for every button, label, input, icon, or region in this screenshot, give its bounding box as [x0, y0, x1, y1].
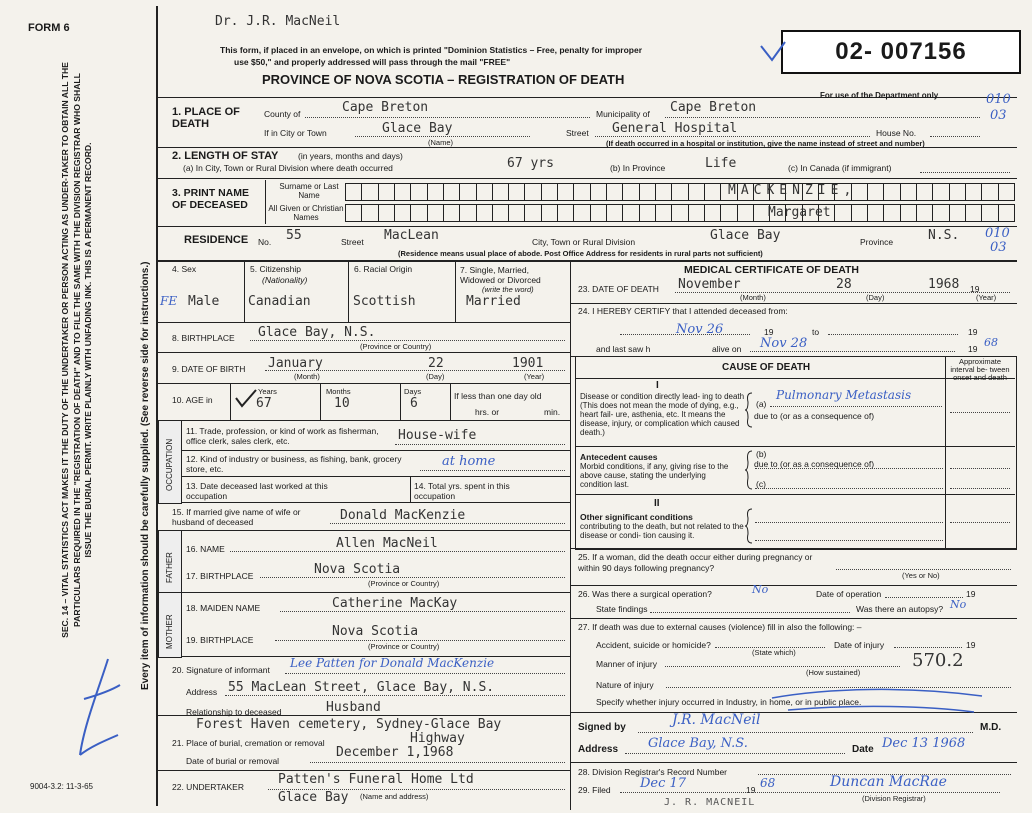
informant-signature: Lee Patten for Donald MacKenzie: [290, 656, 495, 670]
marital-sub: (write the word): [482, 285, 534, 294]
res-prov-label: Province: [860, 237, 894, 247]
last-saw-year: 19: [968, 344, 978, 354]
relationship-label: Relationship to deceased: [186, 707, 282, 717]
injury-date-label: Date of injury: [834, 640, 885, 650]
citizen-sub: (Nationality): [262, 275, 308, 285]
age-months-cap: Months: [326, 387, 351, 396]
given-value: Margaret: [768, 205, 831, 220]
informant-sig-label: 20. Signature of informant: [172, 665, 270, 675]
res-street-label: Street: [341, 237, 364, 247]
informant-address-label: Address: [186, 687, 218, 697]
filed-year-prefix: 19: [746, 785, 756, 795]
age-label: 10. AGE in: [172, 395, 213, 405]
certify-from: Nov 26: [676, 322, 724, 337]
undertaker-label: 22. UNDERTAKER: [172, 782, 244, 792]
certify-year-hand: 68: [984, 336, 998, 349]
dept-code-2: 03: [990, 108, 1007, 123]
medical-header: MEDICAL CERTIFICATE OF DEATH: [684, 264, 859, 276]
informant-address: 55 MacLean Street, Glace Bay, N.S.: [228, 680, 495, 695]
city-label: If in City or Town: [264, 128, 327, 138]
racial-label: 6. Racial Origin: [354, 264, 413, 274]
res-code-1: 010: [985, 226, 1010, 241]
age-months: 10: [334, 396, 350, 411]
undertaker-city: Glace Bay: [278, 790, 349, 805]
registration-number: 02- 007156: [781, 30, 1021, 74]
res-no-label: No.: [258, 237, 272, 247]
res-prov-value: N.S.: [928, 228, 960, 243]
margin-note: Every item of information should be carefully supplied. (See reverse side for instructions.): [140, 261, 151, 690]
cause-c-label: (c): [756, 479, 766, 489]
mother-side-label: MOTHER: [158, 592, 182, 658]
res-city-label: City, Town or Rural Division: [532, 237, 636, 247]
city-value: Glace Bay: [382, 121, 453, 136]
birthplace-label: 8. BIRTHPLACE: [172, 333, 235, 343]
county-label: County of: [264, 109, 301, 119]
burial-date: December 1,1968: [336, 745, 454, 760]
father-birthplace: Nova Scotia: [314, 562, 401, 577]
less-than-day-label: If less than one day old: [454, 391, 542, 401]
marital-label: 7. Single, Married, Widowed or Divorced: [460, 265, 541, 285]
surname-value: MACKENZIE,: [728, 183, 857, 198]
municipality-value: Cape Breton: [670, 100, 757, 115]
external-label: 27. If death was due to external causes (violence) fill in also the following: –: [578, 622, 862, 632]
bracket-b: [744, 450, 754, 490]
filed-date: Dec 17: [640, 776, 687, 791]
cause-header: CAUSE OF DEATH: [722, 362, 811, 373]
cause-a-value: Pulmonary Metastasis: [776, 388, 912, 402]
antecedent-label: Antecedent causes: [580, 452, 658, 462]
accident-label: Accident, suicide or homicide?: [596, 640, 711, 650]
other-conditions-label: Other significant conditions: [580, 512, 693, 522]
injury-date-year: 19: [966, 640, 976, 650]
dob-label: 9. DATE OF BIRTH: [172, 364, 246, 374]
footer-code: 9004-3.2: 11-3-65: [30, 782, 94, 791]
cause-b-label: (b): [756, 449, 767, 459]
deceased-section-label: 3. PRINT NAME OF DECEASED: [172, 187, 250, 211]
res-city-value: Glace Bay: [710, 228, 781, 243]
filed-year: 68: [760, 776, 776, 790]
top-physician-name: Dr. J.R. MacNeil: [215, 14, 341, 29]
undertaker-name: Patten's Funeral Home Ltd: [278, 772, 474, 787]
registrar-cap: (Division Registrar): [862, 794, 926, 803]
relationship-value: Husband: [326, 700, 381, 715]
dod-day-cap: (Day): [866, 293, 885, 302]
age-days-cap: Days: [404, 387, 422, 396]
op-date-year: 19: [966, 589, 976, 599]
bottom-name-stamp: J. R. MACNEIL: [664, 797, 756, 808]
classification-code: 570.2: [912, 650, 964, 671]
father-side-label: FATHER: [158, 530, 182, 594]
margin-pen-mark: [70, 655, 130, 765]
burial-place-1: Forest Haven cemetery, Sydney-Glace Bay: [196, 717, 502, 732]
form-number: FORM 6: [28, 22, 70, 34]
dob-day-cap: (Day): [426, 372, 445, 381]
birthplace-value: Glace Bay, N.S.: [258, 325, 376, 340]
undertaker-sub: (Name and address): [360, 792, 429, 801]
stay-b-label: (b) In Province: [610, 163, 666, 173]
injury-pen-scribble: [768, 660, 988, 720]
stay-label: 2. LENGTH OF STAY: [172, 150, 279, 162]
manner-label: Manner of injury: [596, 659, 657, 669]
industry-value: at home: [442, 454, 496, 469]
roman-one: I: [656, 380, 659, 391]
stay-a-value: 67 yrs: [507, 156, 554, 171]
signed-by-value: J.R. MacNeil: [672, 712, 761, 728]
surgery-label: 26. Was there a surgical operation?: [578, 589, 712, 599]
stay-a-label: (a) In City, Town or Rural Division where death occurred: [183, 163, 393, 173]
dod-day: 28: [836, 277, 852, 292]
age-years: 67: [256, 396, 272, 411]
citizen-label: 5. Citizenship: [250, 264, 302, 274]
envelope-note-1: This form, if placed in an envelope, on which is printed "Dominion Statistics – Free, penalty for improper: [220, 45, 643, 55]
trade-value: House-wife: [398, 428, 477, 443]
interval-header: Approximate interval be- tween onset and death: [950, 357, 1010, 382]
yes-no-cap: (Yes or No): [902, 571, 940, 580]
residence-note: (Residence means usual place of abode. Post Office Address for residents in rural parts not sufficient): [398, 249, 763, 258]
sex-label: 4. Sex: [172, 264, 197, 274]
industry-label: 12. Kind of industry or business, as fishing, bank, grocery store, etc.: [186, 454, 402, 474]
racial-value: Scottish: [353, 294, 416, 309]
surname-boxes: [345, 183, 1015, 201]
due-to-b: due to (or as a consequence of): [754, 459, 875, 469]
certify-label: 24. I HEREBY CERTIFY that I attended deceased from:: [578, 306, 788, 316]
burial-place-2: Highway: [410, 731, 465, 746]
physician-date: Dec 13 1968: [882, 736, 966, 751]
municipality-label: Municipality of: [596, 109, 650, 119]
surgery-value: No: [752, 583, 769, 596]
age-years-cap: Years: [258, 387, 277, 396]
signed-by-label: Signed by: [578, 722, 626, 733]
house-label: House No.: [876, 128, 917, 138]
dob-month: January: [268, 356, 323, 371]
given-label: All Given or Christian Names: [268, 204, 344, 222]
dob-year-cap: (Year): [524, 372, 545, 381]
mother-birthplace-sub: (Province or Country): [368, 642, 440, 651]
hospital-note: (If death occurred in a hospital or institution, give the name instead of street and number): [606, 139, 925, 148]
registrar-signature: Duncan MacRae: [830, 774, 947, 790]
state-which-cap: (State which): [752, 648, 796, 657]
spouse-label: 15. If married give name of wife or husband of deceased: [172, 507, 301, 527]
name-caption: (Name): [428, 138, 454, 147]
form-title: PROVINCE OF NOVA SCOTIA – REGISTRATION OF DEATH: [262, 72, 625, 87]
dept-code-1: 010: [986, 92, 1011, 107]
street-value: General Hospital: [612, 121, 738, 136]
margin-statute: SEC. 14 – VITAL STATISTICS ACT MAKES IT THE DUTY OF THE UNDERTAKER OR PERSON ACTING AS UNDER-TAKER TO OBTAIN ALL THE PARTICULARS REQUIRED IN THE "REGISTRATION OF DEATH" AND TO FILE THE SAME WITH THE DIVISION REGISTRAR WHO SHALL ISSUE THE BURIAL PERMIT. WRITE PLAINLY WITH UNFADING INK. THIS IS A PERMANENT RECORD.: [60, 62, 93, 638]
res-no-value: 55: [286, 228, 302, 243]
res-code-2: 03: [990, 240, 1007, 255]
cause-a-label: (a): [756, 399, 767, 409]
last-saw-value: Nov 28: [760, 336, 808, 351]
res-street-value: MacLean: [384, 228, 439, 243]
bracket-other: [744, 508, 754, 544]
min-label: min.: [544, 407, 561, 417]
last-worked-label: 13. Date deceased last worked at this occupation: [186, 481, 328, 501]
stay-c-label: (c) In Canada (if immigrant): [788, 163, 892, 173]
burial-place-label: 21. Place of burial, cremation or removal: [172, 738, 325, 748]
bracket-a: [744, 392, 754, 428]
sex-code: FE: [160, 294, 178, 308]
occupation-side-label: OCCUPATION: [158, 420, 182, 504]
dod-year-cap: (Year): [976, 293, 997, 302]
mother-birthplace: Nova Scotia: [332, 624, 419, 639]
citizen-value: Canadian: [248, 294, 311, 309]
certify-to-year: 19: [968, 327, 978, 337]
due-to-a: due to (or as a consequence of): [754, 411, 875, 421]
op-date-label: Date of operation: [816, 589, 882, 599]
pregnancy-label: 25. If a woman, did the death occur either during pregnancy or within 90 days following pregnancy?: [578, 552, 813, 573]
address-label: Address: [578, 744, 619, 755]
hrs-label: hrs. or: [475, 407, 500, 417]
age-check-mark: [234, 388, 258, 410]
filed-label: 29. Filed: [578, 785, 611, 795]
residence-label: RESIDENCE: [184, 234, 249, 246]
date-label: Date: [852, 744, 874, 755]
father-name: Allen MacNeil: [336, 536, 438, 551]
father-birthplace-label: 17. BIRTHPLACE: [186, 571, 254, 581]
certify-to: to: [812, 327, 820, 337]
street-label: Street: [566, 128, 589, 138]
dob-year: 1901: [512, 356, 544, 371]
stay-sub: (in years, months and days): [298, 151, 403, 161]
burial-date-label: Date of burial or removal: [186, 756, 280, 766]
mother-name-label: 18. MAIDEN NAME: [186, 603, 261, 613]
specify-label: Specify whether injury occurred in Industry, in home, or in public place.: [596, 697, 862, 707]
dod-year: 1968: [928, 277, 960, 292]
other-conditions-sub: contributing to the death, but not related to the disease or condi- tion causing it.: [580, 522, 744, 540]
mother-birthplace-label: 19. BIRTHPLACE: [186, 635, 254, 645]
dod-month: November: [678, 277, 741, 292]
place-section-label: 1. PLACE OF DEATH: [172, 106, 240, 130]
dod-month-cap: (Month): [740, 293, 766, 302]
alive-on-label: alive on: [712, 344, 742, 354]
last-saw-label: and last saw h: [596, 344, 651, 354]
father-birthplace-sub: (Province or Country): [368, 579, 440, 588]
envelope-note-2: use $50," and properly addressed will pass through the mail "FREE": [234, 57, 511, 67]
dob-month-cap: (Month): [294, 372, 320, 381]
md-label: M.D.: [980, 722, 1002, 733]
county-value: Cape Breton: [342, 100, 429, 115]
roman-two: II: [654, 498, 660, 509]
nature-label: Nature of injury: [596, 680, 654, 690]
check-mark: [758, 38, 788, 68]
antecedent-sub: Morbid conditions, if any, giving rise to the above cause, stating the underlying condition last.: [580, 462, 729, 489]
certify-from-year: 19: [764, 327, 774, 337]
birthplace-sub: (Province or Country): [360, 342, 432, 351]
spouse-value: Donald MacKenzie: [340, 508, 466, 523]
trade-label: 11. Trade, profession, or kind of work as fisherman, office clerk, sales clerk, etc.: [186, 426, 379, 446]
record-number-label: 28. Division Registrar's Record Number: [578, 767, 728, 777]
dob-day: 22: [428, 356, 444, 371]
stay-b-value: Life: [705, 156, 737, 171]
dept-use-label: For use of the Department only: [820, 91, 939, 100]
age-days: 6: [410, 396, 418, 411]
disease-label: Disease or condition directly lead- ing to death (This does not mean the mode of dying, e.g., heart fail- ure, asthenia, etc. It means the disease, injury, or complication which caused death.): [580, 392, 745, 437]
autopsy-value: No: [950, 598, 967, 611]
given-name-boxes: [345, 204, 1015, 222]
physician-address: Glace Bay, N.S.: [648, 736, 748, 751]
sex-value: Male: [188, 294, 220, 309]
findings-label: State findings: [596, 604, 648, 614]
surname-label: Surname or Last Name: [279, 182, 339, 200]
total-years-label: 14. Total yrs. spent in this occupation: [414, 481, 510, 501]
dod-label: 23. DATE OF DEATH: [578, 284, 659, 294]
how-sustained-cap: (How sustained): [806, 668, 861, 677]
marital-value: Married: [466, 294, 521, 309]
mother-name: Catherine MacKay: [332, 596, 458, 611]
autopsy-label: Was there an autopsy?: [856, 604, 944, 614]
father-name-label: 16. NAME: [186, 544, 225, 554]
dod-year-suffix: 19: [970, 284, 980, 294]
